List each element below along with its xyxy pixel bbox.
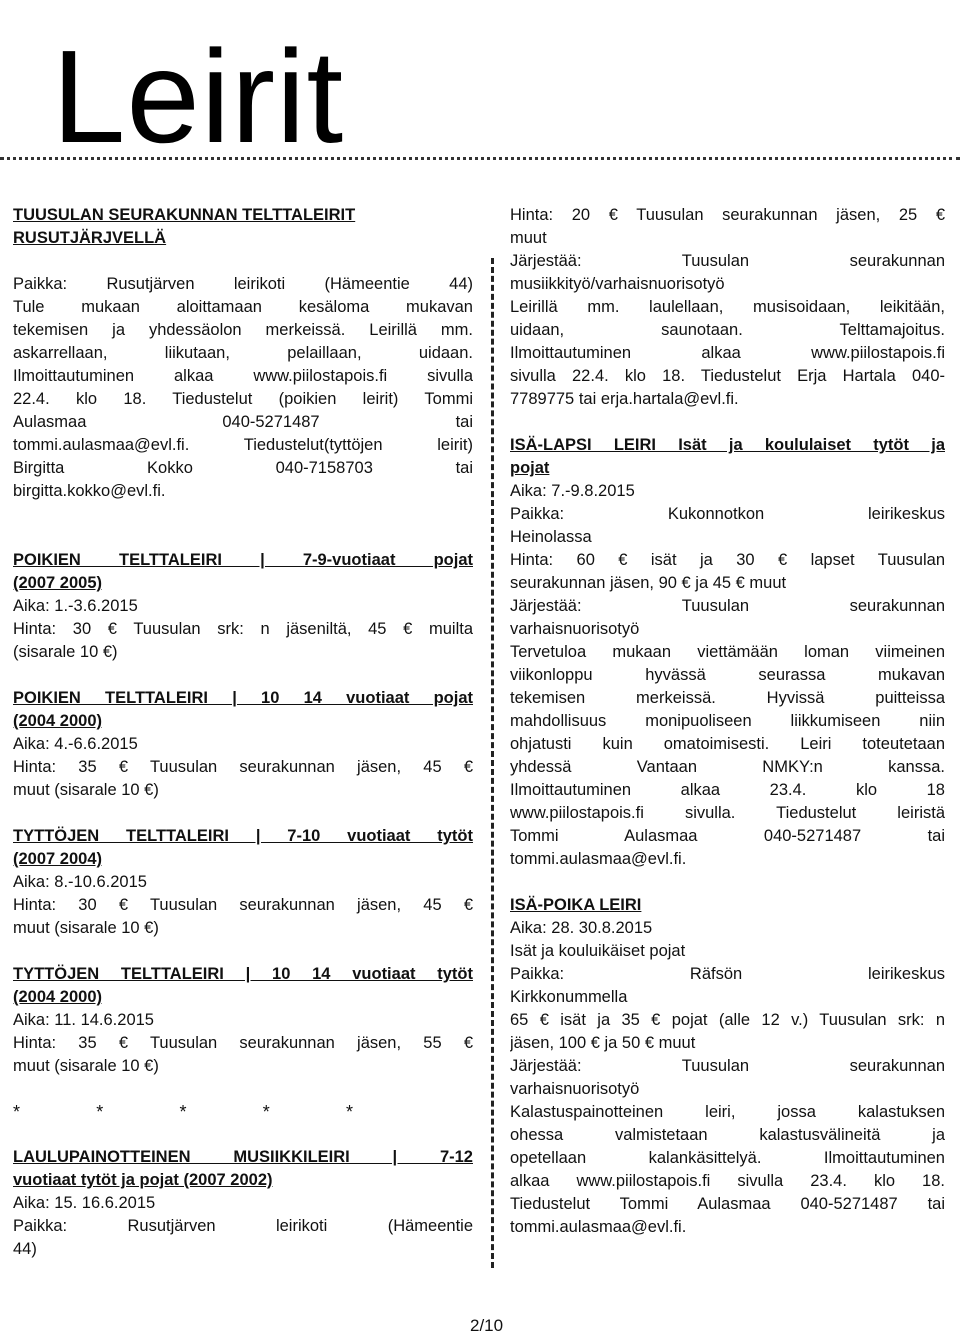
body-line: (sisarale 10 €)	[13, 643, 118, 661]
body-line: seurakunnan jäsen, 90 € ja 45 € muut	[510, 574, 787, 592]
page-title: Leirit	[52, 23, 345, 170]
body-line: Birgitta Kokko 040-7158703 tai	[13, 459, 473, 477]
page-number: 2/10	[470, 1316, 504, 1335]
body-line: Järjestää: Tuusulan seurakunnan	[510, 597, 945, 615]
body-line: Aika: 28. 30.8.2015	[510, 919, 653, 937]
star: *	[179, 1102, 187, 1122]
laulu-continued	[510, 204, 945, 411]
section-heading: POIKIEN TELTTALEIRI | 10 14 vuotiaat pojat	[13, 689, 473, 707]
body-line: Aika: 11. 14.6.2015	[13, 1011, 154, 1029]
section-heading: (2004 2000)	[13, 712, 102, 730]
tyttojen-7-10-section	[13, 825, 473, 940]
column-divider	[491, 258, 494, 1268]
body-line: muut (sisarale 10 €)	[13, 919, 159, 937]
isa-poika-section	[510, 894, 945, 1239]
tuusulan-section	[13, 204, 473, 250]
body-line: Ilmoittautuminen alkaa www.piilostapois.fi	[510, 344, 945, 362]
section-heading: (2004 2000)	[13, 988, 102, 1006]
body-line: 7789775 tai erja.hartala@evl.fi.	[510, 390, 739, 408]
body-line: muut	[510, 229, 547, 247]
body-line: Aika: 15. 16.6.2015	[13, 1194, 156, 1212]
body-line: Heinolassa	[510, 528, 592, 546]
body-line: jäsen, 100 € ja 50 € muut	[510, 1034, 696, 1052]
body-line: muut (sisarale 10 €)	[13, 1057, 159, 1075]
body-line: Tule mukaan aloittamaan kesäloma mukavan	[13, 298, 473, 316]
body-line: 22.4. klo 18. Tiedustelut (poikien leirit) Tommi	[13, 390, 473, 408]
poikien-7-9-section	[13, 549, 473, 664]
body-line: askarrellaan, liikutaan, pelaillaan, uidaan.	[13, 344, 473, 362]
body-line: alkaa www.piilostapois.fi sivulla 23.4. klo 18.	[510, 1172, 945, 1190]
body-line: Paikka: Kukonnotkon leirikeskus	[510, 505, 945, 523]
section-heading: (2007 2005)	[13, 574, 102, 592]
section-heading: ISÄ-POIKA LEIRI	[510, 896, 642, 914]
body-line: yhdessä Vantaan NMKY:n kanssa.	[510, 758, 945, 776]
body-line: opetellaan kalankäsittelyä. Ilmoittautuminen	[510, 1149, 945, 1167]
body-line: Paikka: Rusutjärven leirikoti (Hämeentie 44)	[13, 275, 473, 293]
body-line: varhaisnuorisotyö	[510, 1080, 640, 1098]
body-line: Ilmoittautuminen alkaa www.piilostapois.fi sivulla	[13, 367, 473, 385]
section-heading: LAULUPAINOTTEINEN MUSIIKKILEIRI | 7-12	[13, 1148, 473, 1166]
section-heading: TYTTÖJEN TELTTALEIRI | 7-10 vuotiaat tytöt	[13, 827, 473, 845]
body-line: 65 € isät ja 35 € pojat (alle 12 v.) Tuusulan srk: n	[510, 1011, 945, 1029]
body-line: musiikkityö/varhaisnuorisotyö	[510, 275, 725, 293]
body-line: Tervetuloa mukaan viettämään loman viimeinen	[510, 643, 945, 661]
body-line: ohjatusti kuin omatoimisesti. Leiri toteutetaan	[510, 735, 945, 753]
body-line: Aulasmaa 040-5271487 tai	[13, 413, 473, 431]
body-line: Aika: 1.-3.6.2015	[13, 597, 138, 615]
body-line: mahdollisuus monipuoliseen liikkumiseen niin	[510, 712, 945, 730]
tuusulan-body	[13, 273, 473, 503]
star: *	[345, 1102, 353, 1122]
body-line: Hinta: 20 € Tuusulan seurakunnan jäsen, 25 €	[510, 206, 945, 224]
laulu-section	[13, 1146, 473, 1261]
left-column	[13, 204, 473, 1261]
body-line: muut (sisarale 10 €)	[13, 781, 159, 799]
body-line: 44)	[13, 1240, 37, 1258]
body-line: Aika: 8.-10.6.2015	[13, 873, 147, 891]
body-line: Aika: 7.-9.8.2015	[510, 482, 635, 500]
body-line: birgitta.kokko@evl.fi.	[13, 482, 166, 500]
body-line: Aika: 4.-6.6.2015	[13, 735, 138, 753]
body-line: Hinta: 30 € Tuusulan srk: n jäseniltä, 45 € muilta	[13, 620, 473, 638]
body-line: Hinta: 35 € Tuusulan seurakunnan jäsen, 45 €	[13, 758, 473, 776]
section-heading: TYTTÖJEN TELTTALEIRI | 10 14 vuotiaat tytöt	[13, 965, 473, 983]
section-heading: vuotiaat tytöt ja pojat (2007 2002)	[13, 1171, 273, 1189]
body-line: Tommi Aulasmaa 040-5271487 tai	[510, 827, 945, 845]
isa-lapsi-section	[510, 434, 945, 871]
body-line: viikonloppu hyvässä seurassa mukavan	[510, 666, 945, 684]
section-heading: POIKIEN TELTTALEIRI | 7-9-vuotiaat pojat	[13, 551, 473, 569]
section-heading: RUSUTJÄRJVELLÄ	[13, 229, 167, 247]
star: *	[262, 1102, 270, 1122]
body-line: Hinta: 60 € isät ja 30 € lapset Tuusulan	[510, 551, 945, 569]
body-line: tommi.aulasmaa@evl.fi.	[510, 850, 687, 868]
body-line: Järjestää: Tuusulan seurakunnan	[510, 252, 945, 270]
body-line: Paikka: Räfsön leirikeskus	[510, 965, 945, 983]
star: *	[13, 1102, 21, 1122]
body-line: Kalastuspainotteinen leiri, jossa kalastuksen	[510, 1103, 945, 1121]
body-line: www.piilostapois.fi sivulla. Tiedustelut leiristä	[510, 804, 945, 822]
body-line: Järjestää: Tuusulan seurakunnan	[510, 1057, 945, 1075]
body-line: sivulla 22.4. klo 18. Tiedustelut Erja Hartala 040-	[510, 367, 945, 385]
body-line: Kirkkonummella	[510, 988, 628, 1006]
body-line: Ilmoittautuminen alkaa 23.4. klo 18	[510, 781, 945, 799]
body-line: uidaan, saunotaan. Telttamajoitus.	[510, 321, 945, 339]
body-line: tommi.aulasmaa@evl.fi. Tiedustelut(tyttöjen leirit)	[13, 436, 473, 454]
right-column	[510, 204, 945, 1239]
body-line: Leirillä mm. laulellaan, musisoidaan, leikitään,	[510, 298, 945, 316]
section-heading: ISÄ-LAPSI LEIRI Isät ja koululaiset tytöt ja	[510, 436, 945, 454]
star: *	[96, 1102, 104, 1122]
section-heading: pojat	[510, 459, 550, 477]
body-line: tekemisen merkeissä. Hyvissä puitteissa	[510, 689, 945, 707]
body-line: ohessa valmistetaan kalastusvälineitä ja	[510, 1126, 945, 1144]
tyttojen-10-14-section	[13, 963, 473, 1078]
title-divider	[0, 157, 960, 160]
body-line: tekemisen ja yhdessäolon merkeissä. Leirillä mm.	[13, 321, 473, 339]
section-heading: TUUSULAN SEURAKUNNAN TELTTALEIRIT	[13, 206, 356, 224]
section-heading: (2007 2004)	[13, 850, 102, 868]
body-line: Hinta: 30 € Tuusulan seurakunnan jäsen, 45 €	[13, 896, 473, 914]
body-line: Paikka: Rusutjärven leirikoti (Hämeentie	[13, 1217, 473, 1235]
star-separator	[13, 1101, 353, 1124]
body-line: Isät ja kouluikäiset pojat	[510, 942, 686, 960]
poikien-10-14-section	[13, 687, 473, 802]
body-line: tommi.aulasmaa@evl.fi.	[510, 1218, 687, 1236]
body-line: Hinta: 35 € Tuusulan seurakunnan jäsen, 55 €	[13, 1034, 473, 1052]
body-line: Tiedustelut Tommi Aulasmaa 040-5271487 tai	[510, 1195, 945, 1213]
body-line: varhaisnuorisotyö	[510, 620, 640, 638]
